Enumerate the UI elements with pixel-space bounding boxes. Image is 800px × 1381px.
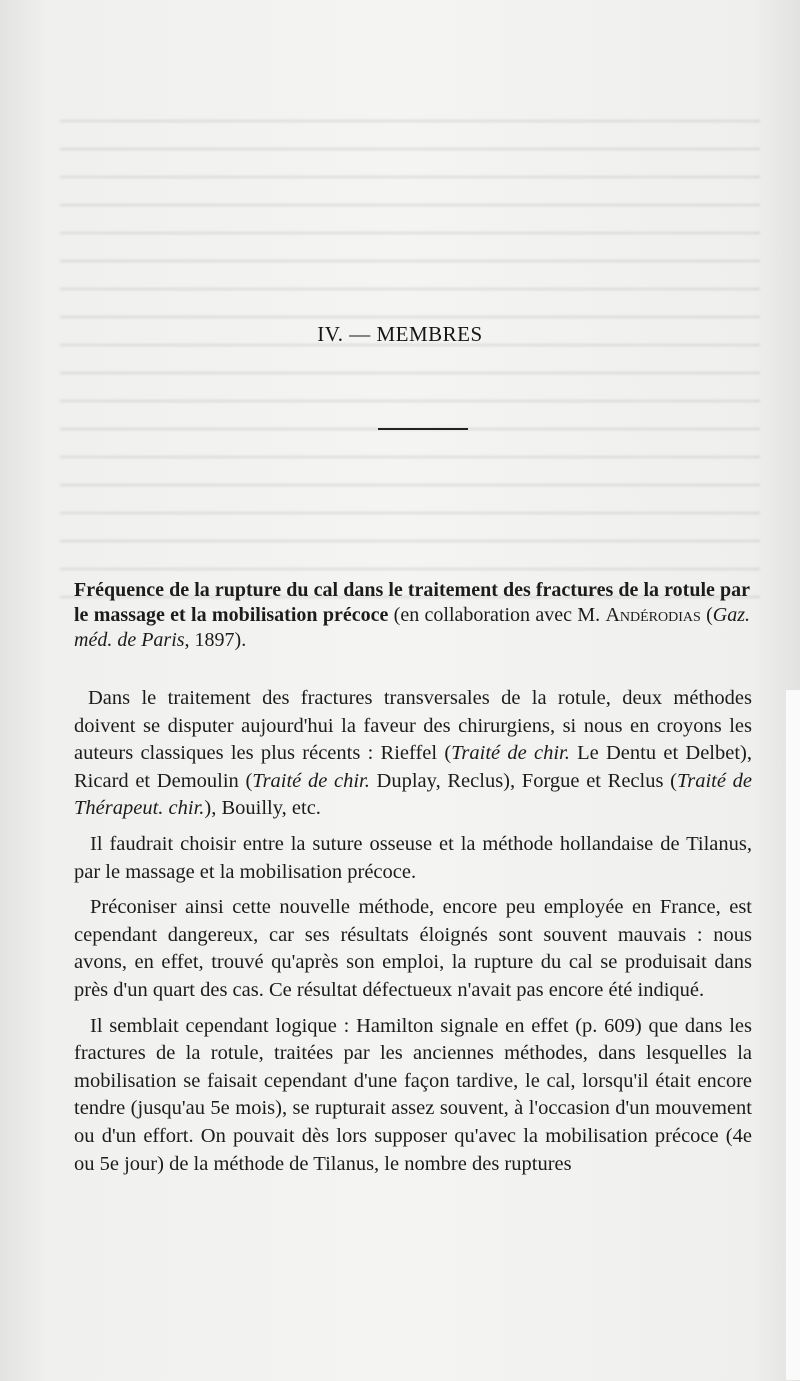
p1-text-e: Duplay, Reclus), Forgue et Reclus ( [369, 769, 677, 792]
paragraph-3: Préconiser ainsi cette nouvelle méthode, encore peu employée en France, est cependant dangereux, car ses résultats éloignés sont souvent mauvais : nous avons, en effet, trouvé qu'après son emploi, la rupture du cal se produisait dans près d'un quart des cas. Ce résultat défectueux n'avait pas encore été indiqué. [74, 896, 752, 1001]
p1-text-c: Le Dentu et Delbet), Ricard et Demoulin ( [74, 742, 752, 792]
journal-name: Gaz. méd. de Paris [74, 604, 750, 651]
co-author: Andérodias [605, 604, 701, 626]
p1-citation-2: Traité de chir. [252, 769, 370, 792]
paragraph-4: Il semblait cependant logique : Hamilton signale en effet (p. 609) que dans les fractures de la rotule, traitées par les anciennes méthodes, dans lesquelles la mobilisation se faisait cependant d'une façon tardive, le cal, lorsqu'il était encore tendre (jusqu'au 5e mois), se rupturait assez souvent, à l'occasion d'un mouvement ou d'un effort. On pouvait dès lors supposer qu'avec la mobilisation précoce (4e ou 5e jour) de la méthode de Tilanus, le nombre des ruptures [74, 1014, 752, 1175]
paragraph-1 [74, 685, 752, 823]
paper-title-bold: Fréquence de la rupture du cal dans le traitement des fractures de la rotule par le massage et la mobilisation précoce [74, 579, 750, 626]
p1-citation-1: Traité de chir. [451, 742, 570, 765]
paper-title-rest-1: (en collaboration avec M. [388, 604, 606, 626]
p1-text-g: ), Bouilly, etc. [204, 797, 321, 820]
body-text [74, 685, 752, 1186]
section-title: IV. — MEMBRES [317, 322, 483, 346]
section-divider [378, 428, 468, 430]
page-edge [786, 690, 800, 1380]
paper-title [74, 578, 750, 653]
p1-text-a: Dans le traitement des fractures transversales de la rotule, deux méthodes doivent se disputer aujourd'hui la faveur des chirurgiens, si nous en croyons les auteurs classiques les plus récents : Rieffel ( [74, 687, 752, 765]
p1-citation-3: Traité de Thérapeut. chir. [74, 769, 752, 820]
paper-title-rest-3: , 1897). [184, 629, 247, 651]
paper-title-rest-2: ( [700, 604, 713, 626]
paragraph-2: Il faudrait choisir entre la suture osseuse et la méthode hollandaise de Tilanus, par le massage et la mobilisation précoce. [74, 832, 752, 883]
